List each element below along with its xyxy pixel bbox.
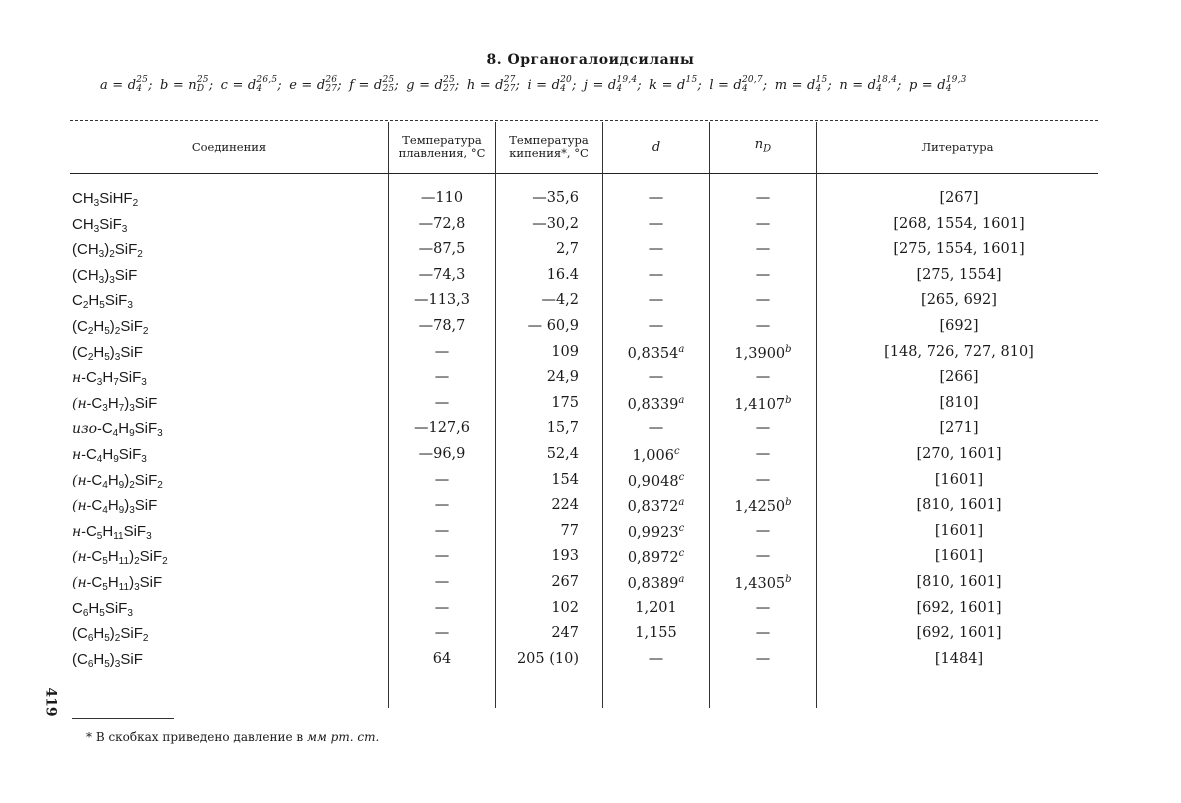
refractive-index-cell: — xyxy=(755,190,771,206)
compound-formula: $н-C_4H_9SiF_3$ xyxy=(72,446,147,465)
legend-entry: l = d 20,7 4 ; xyxy=(709,75,772,94)
melting-point-cell: — xyxy=(434,522,450,539)
melting-point-cell: — xyxy=(434,471,450,488)
table-row xyxy=(0,625,1181,650)
header-melting-point: Температура плавления, °C xyxy=(398,133,486,160)
melting-point-cell: — xyxy=(434,599,450,616)
refractive-index-cell: — xyxy=(755,599,771,616)
boiling-point-cell: 193 xyxy=(551,548,579,565)
density-cell: 0,8354$^a$ xyxy=(627,343,685,362)
density-cell: 0,8972$^c$ xyxy=(627,548,685,567)
header-literature: Литература xyxy=(921,139,994,154)
table-row xyxy=(0,472,1181,497)
refractive-index-cell: — xyxy=(755,650,771,667)
legend-entry: m = d 15 4 ; xyxy=(774,75,837,94)
legend-entry: i = d 20 4 ; xyxy=(527,75,581,94)
boiling-point-cell: —35,6 xyxy=(532,190,579,206)
literature-cell: [148, 726, 727, 810] xyxy=(884,343,1034,360)
refractive-index-cell: — xyxy=(755,420,771,437)
density-cell: 0,9048$^c$ xyxy=(627,471,685,490)
table-row xyxy=(0,267,1181,292)
page-number: 419 xyxy=(42,687,59,717)
melting-point-cell: —72,8 xyxy=(418,215,466,232)
melting-point-cell: 64 xyxy=(432,650,452,667)
boiling-point-cell: 77 xyxy=(560,522,579,539)
density-cell: 0,9923$^c$ xyxy=(627,522,685,541)
melting-point-cell: — xyxy=(434,394,450,411)
literature-cell: [1601] xyxy=(934,471,984,488)
density-cell: — xyxy=(648,266,664,283)
density-cell: 1,155 xyxy=(635,625,677,642)
boiling-point-cell: 102 xyxy=(551,599,579,616)
refractive-index-cell: 1,3900$^b$ xyxy=(734,343,792,362)
boiling-point-cell: 154 xyxy=(551,471,579,488)
boiling-point-cell: 205 (10) xyxy=(516,650,579,667)
melting-point-cell: — xyxy=(434,548,450,565)
density-cell: — xyxy=(648,190,664,206)
literature-cell: [692] xyxy=(939,318,979,334)
density-cell: 1,006$^c$ xyxy=(632,446,680,464)
compound-formula: $(н-C_5H_{11})_2SiF_2$ xyxy=(72,548,168,568)
boiling-point-cell: —30,2 xyxy=(532,215,579,232)
header-density: d xyxy=(651,139,661,155)
legend-entry: b = n 25 D ; xyxy=(160,75,218,94)
table-top-rule xyxy=(70,120,1098,121)
legend-entry: k = d 15 ; xyxy=(649,75,707,93)
compound-formula: $(CH_3)_3SiF$ xyxy=(72,266,138,286)
header-rule xyxy=(70,173,1098,174)
literature-cell: [692, 1601] xyxy=(916,599,1002,616)
boiling-point-cell: 109 xyxy=(551,343,579,360)
compound-formula: $н-C_5H_{11}SiF_3$ xyxy=(72,522,152,542)
legend-entry: f = d 25 25 ; xyxy=(349,75,404,94)
literature-cell: [1601] xyxy=(934,522,984,539)
table-row xyxy=(0,395,1181,420)
literature-cell: [692, 1601] xyxy=(916,625,1002,642)
table-row xyxy=(0,369,1181,394)
refractive-index-cell: — xyxy=(755,446,771,462)
literature-cell: [266] xyxy=(939,369,979,386)
density-cell: 0,8389$^a$ xyxy=(627,574,685,592)
table-row xyxy=(0,344,1181,369)
density-cell: 0,8372$^a$ xyxy=(627,497,685,516)
boiling-point-cell: 2,7 xyxy=(555,241,579,258)
boiling-point-cell: 16.4 xyxy=(546,266,579,283)
refractive-index-cell: — xyxy=(755,471,771,488)
compound-formula: $(C_2H_5)_3SiF$ xyxy=(72,343,143,363)
melting-point-cell: — xyxy=(434,625,450,642)
literature-cell: [275, 1554, 1601] xyxy=(893,241,1025,258)
table-row xyxy=(0,420,1181,445)
boiling-point-cell: — 60,9 xyxy=(527,318,579,334)
literature-cell: [1601] xyxy=(934,548,984,565)
boiling-point-cell: 52,4 xyxy=(546,446,579,462)
literature-cell: [270, 1601] xyxy=(916,446,1002,462)
melting-point-cell: — xyxy=(434,497,450,514)
compound-formula: $C_2H_5SiF_3$ xyxy=(72,292,133,312)
density-cell: — xyxy=(648,318,664,334)
legend-entry: h = d 27 27 ; xyxy=(466,75,525,94)
compound-formula: $CH_3SiF_3$ xyxy=(72,215,128,235)
table-row xyxy=(0,446,1181,471)
compound-formula: $(C_2H_5)_2SiF_2$ xyxy=(72,318,149,337)
boiling-point-cell: 267 xyxy=(551,574,579,590)
density-cell: — xyxy=(648,420,664,437)
boiling-point-cell: 15,7 xyxy=(546,420,579,437)
legend-entry: a = d 25 4 ; xyxy=(100,75,158,94)
footnote: * В скобках приведено давление в мм рт. ст. xyxy=(86,730,380,744)
density-cell: — xyxy=(648,369,664,386)
melting-point-cell: —110 xyxy=(420,190,464,206)
density-cell: — xyxy=(648,215,664,232)
table-row xyxy=(0,497,1181,522)
compound-formula: $(н-C_4H_9)_2SiF_2$ xyxy=(72,471,163,491)
density-legend xyxy=(100,76,1080,94)
refractive-index-cell: 1,4305$^b$ xyxy=(734,574,792,592)
density-cell: — xyxy=(648,241,664,258)
refractive-index-cell: — xyxy=(755,241,771,258)
table-row xyxy=(0,292,1181,317)
table-row xyxy=(0,600,1181,625)
melting-point-cell: — xyxy=(434,574,450,590)
melting-point-cell: —78,7 xyxy=(418,318,466,334)
refractive-index-cell: — xyxy=(755,522,771,539)
compound-formula: $(н-C_4H_9)_3SiF$ xyxy=(72,497,158,517)
compound-formula: $(н-C_3H_7)_3SiF$ xyxy=(72,394,158,414)
density-cell: — xyxy=(648,650,664,667)
compound-formula: $(C_6H_5)_3SiF$ xyxy=(72,650,143,670)
melting-point-cell: —96,9 xyxy=(418,446,466,462)
table-row xyxy=(0,241,1181,266)
compound-formula: $CH_3SiHF_2$ xyxy=(72,190,139,209)
boiling-point-cell: —4,2 xyxy=(541,292,579,309)
boiling-point-cell: 175 xyxy=(551,394,579,411)
density-cell: — xyxy=(648,292,664,309)
compound-formula: $н-C_3H_7SiF_3$ xyxy=(72,369,147,389)
header-compound: Соединения xyxy=(191,139,267,154)
refractive-index-cell: 1,4107$^b$ xyxy=(734,394,792,413)
boiling-point-cell: 247 xyxy=(551,625,579,642)
literature-cell: [267] xyxy=(939,190,979,206)
compound-formula: $C_6H_5SiF_3$ xyxy=(72,599,133,619)
refractive-index-cell: — xyxy=(755,292,771,309)
table-row xyxy=(0,318,1181,343)
refractive-index-cell: 1,4250$^b$ xyxy=(734,497,792,516)
footnote-rule xyxy=(72,718,174,719)
melting-point-cell: —113,3 xyxy=(413,292,470,309)
table-row xyxy=(0,651,1181,676)
melting-point-cell: —127,6 xyxy=(413,420,470,437)
table-row xyxy=(0,523,1181,548)
literature-cell: [271] xyxy=(939,420,979,437)
melting-point-cell: —87,5 xyxy=(418,241,466,258)
literature-cell: [810, 1601] xyxy=(916,574,1002,590)
refractive-index-cell: — xyxy=(755,625,771,642)
melting-point-cell: — xyxy=(434,369,450,386)
density-cell: 1,201 xyxy=(635,599,677,616)
legend-entry: c = d 26,5 4 ; xyxy=(220,75,287,94)
refractive-index-cell: — xyxy=(755,318,771,334)
legend-entry: g = d 25 27 ; xyxy=(406,75,464,94)
header-boiling-point: Температура кипения*, °C xyxy=(509,133,589,160)
literature-cell: [810] xyxy=(939,394,979,411)
compound-formula: $(н-C_5H_{11})_3SiF$ xyxy=(72,574,163,593)
literature-cell: [275, 1554] xyxy=(916,266,1002,283)
refractive-index-cell: — xyxy=(755,548,771,565)
literature-cell: [268, 1554, 1601] xyxy=(893,215,1025,232)
table-row xyxy=(0,548,1181,573)
compound-formula: $(CH_3)_2SiF_2$ xyxy=(72,241,143,261)
compound-formula: $(C_6H_5)_2SiF_2$ xyxy=(72,625,149,645)
melting-point-cell: —74,3 xyxy=(418,266,466,283)
header-refractive-index: $n_D$ xyxy=(754,137,772,155)
literature-cell: [265, 692] xyxy=(921,292,997,309)
density-cell: 0,8339$^a$ xyxy=(627,394,685,413)
refractive-index-cell: — xyxy=(755,266,771,283)
boiling-point-cell: 24,9 xyxy=(546,369,579,386)
legend-entry: e = d 26 27 ; xyxy=(289,75,347,94)
legend-entry: p = d 19,3 4 xyxy=(908,75,967,94)
compound-formula: изо-$C_4H_9SiF_3$ xyxy=(72,420,163,440)
table-row xyxy=(0,574,1181,599)
table-row xyxy=(0,190,1181,215)
legend-entry: j = d 19,4 4 ; xyxy=(583,75,647,94)
legend-entry: n = d 18,4 4 ; xyxy=(839,75,906,94)
refractive-index-cell: — xyxy=(755,215,771,232)
table-title: 8. Органогалоидсиланы xyxy=(486,52,695,68)
boiling-point-cell: 224 xyxy=(551,497,579,514)
refractive-index-cell: — xyxy=(755,369,771,386)
melting-point-cell: — xyxy=(434,343,450,360)
literature-cell: [1484] xyxy=(934,650,984,667)
literature-cell: [810, 1601] xyxy=(916,497,1002,514)
table-row xyxy=(0,216,1181,241)
